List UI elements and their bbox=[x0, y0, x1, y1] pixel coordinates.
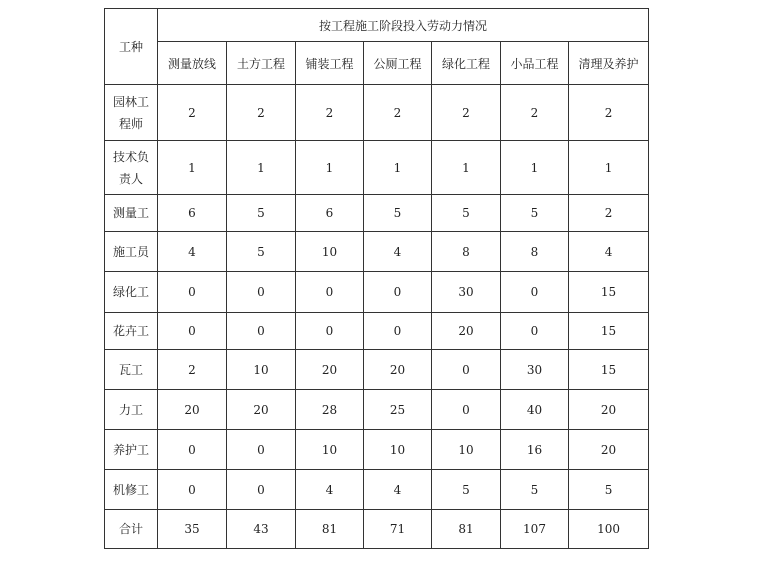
row-label-line: 施工员 bbox=[112, 244, 149, 259]
table-cell: 0 bbox=[296, 313, 364, 350]
column-header: 小品工程 bbox=[501, 42, 569, 85]
row-label bbox=[105, 272, 158, 313]
table-cell: 20 bbox=[569, 430, 649, 470]
table-row bbox=[105, 313, 649, 350]
row-label bbox=[105, 390, 158, 430]
row-label-line: 花卉工 bbox=[112, 324, 149, 338]
column-header: 测量放线 bbox=[158, 42, 227, 85]
row-label-line: 力工 bbox=[118, 402, 143, 417]
column-header: 绿化工程 bbox=[432, 42, 501, 85]
table-cell: 5 bbox=[364, 195, 432, 232]
row-label-line: 园林工 bbox=[112, 94, 149, 109]
table-cell: 4 bbox=[296, 470, 364, 510]
row-label bbox=[105, 470, 158, 510]
table-cell: 5 bbox=[227, 195, 296, 232]
row-label bbox=[105, 141, 158, 195]
column-header: 铺装工程 bbox=[296, 42, 364, 85]
table-cell: 40 bbox=[501, 390, 569, 430]
table-cell: 4 bbox=[364, 470, 432, 510]
table-row bbox=[105, 195, 649, 232]
row-label-line: 绿化工 bbox=[112, 285, 149, 299]
table-cell: 10 bbox=[364, 430, 432, 470]
column-header: 土方工程 bbox=[227, 42, 296, 85]
table-row bbox=[105, 85, 649, 141]
table-body bbox=[105, 85, 649, 549]
table-cell: 81 bbox=[432, 510, 501, 549]
row-label bbox=[105, 85, 158, 141]
table-cell: 10 bbox=[296, 430, 364, 470]
row-label bbox=[105, 232, 158, 272]
table-cell: 16 bbox=[501, 430, 569, 470]
table-cell: 5 bbox=[501, 195, 569, 232]
table-cell: 107 bbox=[501, 510, 569, 549]
table-cell: 8 bbox=[432, 232, 501, 272]
table-cell: 81 bbox=[296, 510, 364, 549]
table-cell: 2 bbox=[158, 350, 227, 390]
table-row bbox=[105, 232, 649, 272]
table-cell: 1 bbox=[158, 141, 227, 195]
table-cell: 2 bbox=[364, 85, 432, 141]
column-header-row bbox=[105, 42, 649, 85]
table-cell: 71 bbox=[364, 510, 432, 549]
table-row bbox=[105, 141, 649, 195]
table-cell: 0 bbox=[432, 350, 501, 390]
table-cell: 15 bbox=[569, 313, 649, 350]
table-cell: 0 bbox=[227, 272, 296, 313]
table-cell: 0 bbox=[227, 470, 296, 510]
table-cell: 35 bbox=[158, 510, 227, 549]
table-cell: 1 bbox=[501, 141, 569, 195]
row-label-line: 程师 bbox=[118, 116, 143, 131]
table-cell: 10 bbox=[296, 232, 364, 272]
table-cell: 4 bbox=[158, 232, 227, 272]
row-label-line: 养护工 bbox=[112, 442, 149, 457]
table-cell: 2 bbox=[501, 85, 569, 141]
table-cell: 2 bbox=[432, 85, 501, 141]
row-label bbox=[105, 195, 158, 232]
table-cell: 28 bbox=[296, 390, 364, 430]
table-cell: 43 bbox=[227, 510, 296, 549]
table-cell: 15 bbox=[569, 350, 649, 390]
table-row bbox=[105, 430, 649, 470]
table-cell: 15 bbox=[569, 272, 649, 313]
labor-table bbox=[104, 8, 649, 549]
table-cell: 20 bbox=[364, 350, 432, 390]
table-cell: 2 bbox=[158, 85, 227, 141]
table-cell: 20 bbox=[158, 390, 227, 430]
table-cell: 0 bbox=[158, 313, 227, 350]
table-cell: 20 bbox=[569, 390, 649, 430]
table-cell: 0 bbox=[227, 430, 296, 470]
table-cell: 2 bbox=[296, 85, 364, 141]
row-label-line: 责人 bbox=[118, 171, 143, 186]
table-row bbox=[105, 350, 649, 390]
table-row bbox=[105, 510, 649, 549]
row-label-line: 测量工 bbox=[112, 206, 149, 220]
table-cell: 2 bbox=[227, 85, 296, 141]
table-cell: 0 bbox=[432, 390, 501, 430]
table-cell: 20 bbox=[296, 350, 364, 390]
table-row bbox=[105, 272, 649, 313]
table-cell: 100 bbox=[569, 510, 649, 549]
table-cell: 30 bbox=[432, 272, 501, 313]
table-cell: 5 bbox=[432, 195, 501, 232]
row-label-line: 技术负 bbox=[112, 149, 149, 164]
table-cell: 0 bbox=[158, 470, 227, 510]
table-cell: 1 bbox=[569, 141, 649, 195]
table-cell: 6 bbox=[158, 195, 227, 232]
row-label bbox=[105, 430, 158, 470]
column-header: 清理及养护 bbox=[569, 42, 649, 85]
table-cell: 2 bbox=[569, 195, 649, 232]
table-cell: 0 bbox=[364, 313, 432, 350]
table-cell: 0 bbox=[158, 272, 227, 313]
row-label-line: 合计 bbox=[118, 522, 143, 536]
row-label bbox=[105, 350, 158, 390]
table-cell: 1 bbox=[432, 141, 501, 195]
table-cell: 0 bbox=[158, 430, 227, 470]
table-cell: 0 bbox=[364, 272, 432, 313]
table-cell: 0 bbox=[227, 313, 296, 350]
table-cell: 8 bbox=[501, 232, 569, 272]
row-label bbox=[105, 313, 158, 350]
table-row bbox=[105, 470, 649, 510]
table-cell: 5 bbox=[227, 232, 296, 272]
table-cell: 4 bbox=[569, 232, 649, 272]
table-cell: 4 bbox=[364, 232, 432, 272]
table-cell: 10 bbox=[227, 350, 296, 390]
row-label-line: 机修工 bbox=[112, 482, 149, 497]
table-cell: 6 bbox=[296, 195, 364, 232]
table-cell: 0 bbox=[296, 272, 364, 313]
table-cell: 20 bbox=[227, 390, 296, 430]
group-title: 按工程施工阶段投入劳动力情况 bbox=[158, 9, 649, 42]
table-cell: 5 bbox=[501, 470, 569, 510]
table-cell: 0 bbox=[501, 272, 569, 313]
table-cell: 1 bbox=[227, 141, 296, 195]
table-cell: 1 bbox=[364, 141, 432, 195]
row-label-line: 瓦工 bbox=[118, 362, 143, 377]
table-cell: 30 bbox=[501, 350, 569, 390]
table-cell: 5 bbox=[569, 470, 649, 510]
table-cell: 25 bbox=[364, 390, 432, 430]
table-cell: 1 bbox=[296, 141, 364, 195]
column-header: 公厕工程 bbox=[364, 42, 432, 85]
row-label bbox=[105, 510, 158, 549]
table-cell: 0 bbox=[501, 313, 569, 350]
table-cell: 10 bbox=[432, 430, 501, 470]
corner-label: 工种 bbox=[105, 9, 158, 85]
table-cell: 2 bbox=[569, 85, 649, 141]
table-row bbox=[105, 390, 649, 430]
table-cell: 20 bbox=[432, 313, 501, 350]
table-cell: 5 bbox=[432, 470, 501, 510]
